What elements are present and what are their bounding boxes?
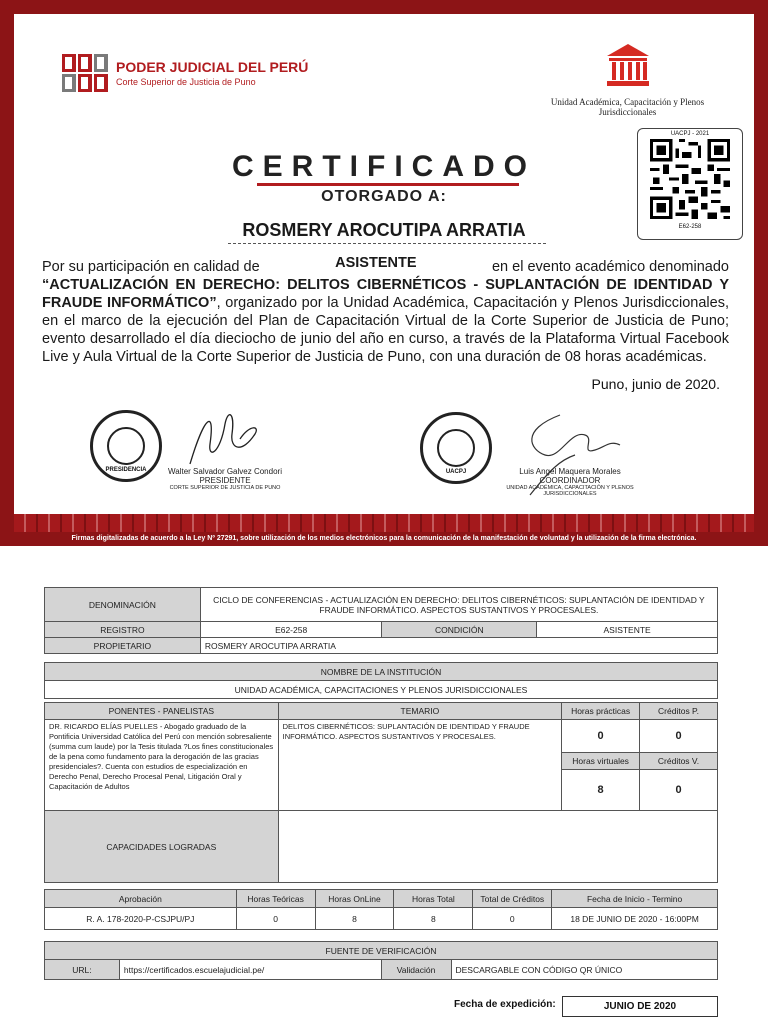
horas-teoricas-value: 0 xyxy=(236,908,315,930)
fuente-label: FUENTE DE VERIFICACIÓN xyxy=(45,942,718,960)
horas-virtuales-value: 8 xyxy=(562,770,640,811)
signer-1-name: Walter Salvador Galvez Condori xyxy=(168,467,282,476)
recipient-name: ROSMERY AROCUTIPA ARRATIA xyxy=(242,220,526,240)
horas-online-label: Horas OnLine xyxy=(315,890,394,908)
program-table xyxy=(44,702,718,883)
expedicion-value: JUNIO DE 2020 xyxy=(562,996,718,1017)
ponentes-label: PONENTES - PANELISTAS xyxy=(45,703,279,720)
coat-of-arms-icon xyxy=(437,429,475,467)
signer-2 xyxy=(500,467,640,497)
horas-total-value: 8 xyxy=(394,908,473,930)
horas-total-label: Horas Total xyxy=(394,890,473,908)
seal-label: UACPJ xyxy=(445,469,467,475)
creditos-v-value: 0 xyxy=(640,770,718,811)
validacion-value: DESCARGABLE CON CÓDIGO QR ÚNICO xyxy=(451,960,718,980)
signer-2-name: Luis Angel Maquera Morales xyxy=(519,467,621,476)
signer-2-role: COORDINADOR xyxy=(539,476,601,485)
horas-online-value: 8 xyxy=(315,908,394,930)
validacion-label: Validación xyxy=(381,960,451,980)
denominacion-value: CICLO DE CONFERENCIAS - ACTUALIZACIÓN EN DERECHO: DELITOS CIBERNÉTICOS: SUPLANTACIÓN DE IDENTIDAD Y FRAUDE INFORMÁTICO. ASPECTOS SUSTANTIVOS Y PROCESALES. xyxy=(200,588,717,622)
denominacion-label: DENOMINACIÓN xyxy=(45,588,201,622)
signer-1-role: PRESIDENTE xyxy=(199,476,251,485)
uacpj-seal xyxy=(420,412,492,484)
horas-practicas-label: Horas prácticas xyxy=(562,703,640,720)
signer-2-org: UNIDAD ACADÉMICA, CAPACITACIÓN Y PLENOS JURISDICCIONALES xyxy=(506,485,634,497)
creditos-v-label: Créditos V. xyxy=(640,753,718,770)
digital-signature-note: Firmas digitalizadas de acuerdo a la Ley Nº 27291, sobre utilización de los medios electrónicos para la comunicación de la manifestación de voluntad y la utilización de la firma electrónica. xyxy=(71,535,697,542)
aprobacion-value: R. A. 178-2020-P-CSJPU/PJ xyxy=(45,908,237,930)
temple-icon xyxy=(605,42,651,88)
ponente-description: DR. RICARDO ELÍAS PUELLES - Abogado graduado de la Pontificia Universidad Católica del Perú con mención sobresaliente (summa cum laude) por la Tesis titulada ?Los fines constitucionales de la pena como fundamento para la derogación de las gracias presidenciales?. Cuenta con estudios de especialización en Derecho Penal, Derecho Procesal Penal, Litigación Oral y Capacitación de Adultos xyxy=(45,720,279,811)
institucion-value: UNIDAD ACADÉMICA, CAPACITACIONES Y PLENOS JURISDICCIONALES xyxy=(45,681,718,699)
qr-code-label: E62-258 xyxy=(678,224,702,230)
propietario-label: PROPIETARIO xyxy=(45,638,201,654)
url-label: URL: xyxy=(45,960,120,980)
verification-table xyxy=(44,941,718,980)
unit-logo xyxy=(540,42,715,117)
seal-label: PRESIDENCIA xyxy=(105,467,147,473)
intro-left: Por su participación en calidad de xyxy=(42,259,260,275)
fecha-label: Fecha de Inicio - Termino xyxy=(552,890,718,908)
registro-label: REGISTRO xyxy=(45,622,201,638)
body-rest: , organizado por la Unidad Académica, Capacitación y Plenos Jurisdiccionales, en el marco de la ejecución del Plan de Capacitación Virtual de la Corte Superior de Justicia de Puno; evento desarrollado el día dieciocho de junio del año en curso, a través de la Plataforma Virtual Facebook Live y Aula Virtual de la Corte Superior de Justicia de Puno, con una duración de 08 horas académicas. xyxy=(42,295,729,365)
capacidades-value xyxy=(278,811,717,883)
decorative-border-pattern xyxy=(14,514,754,532)
qr-top-label: UACPJ - 2021 xyxy=(670,131,710,137)
institucion-label: NOMBRE DE LA INSTITUCIÓN xyxy=(45,663,718,681)
temario-value: DELITOS CIBERNÉTICOS: SUPLANTACIÓN DE IDENTIDAD Y FRAUDE INFORMÁTICO. ASPECTOS SUSTANTIVOS Y PROCESALES. xyxy=(278,720,562,811)
capacidades-label: CAPACIDADES LOGRADAS xyxy=(45,811,279,883)
temario-label: TEMARIO xyxy=(278,703,562,720)
horas-virtuales-label: Horas virtuales xyxy=(562,753,640,770)
approval-table xyxy=(44,889,718,930)
coat-of-arms-icon xyxy=(107,427,145,465)
signer-1 xyxy=(150,467,300,491)
horas-practicas-value: 0 xyxy=(562,720,640,753)
condicion-label: CONDICIÓN xyxy=(382,622,537,638)
title-underline xyxy=(257,183,519,186)
unit-name: Unidad Académica, Capacitación y Plenos Jurisdiccionales xyxy=(550,97,705,117)
total-creditos-label: Total de Créditos xyxy=(473,890,552,908)
institution-name: PODER JUDICIAL DEL PERÚ xyxy=(116,59,309,75)
place-date: Puno, junio de 2020. xyxy=(591,376,720,392)
signature-1-icon xyxy=(180,404,270,474)
propietario-value: ROSMERY AROCUTIPA ARRATIA xyxy=(200,638,717,654)
institution-subtitle: Corte Superior de Justicia de Puno xyxy=(116,77,256,87)
creditos-p-value: 0 xyxy=(640,720,718,753)
fecha-value: 18 DE JUNIO DE 2020 - 16:00PM xyxy=(552,908,718,930)
recipient-underline xyxy=(228,243,546,244)
horas-teoricas-label: Horas Teóricas xyxy=(236,890,315,908)
creditos-p-label: Créditos P. xyxy=(640,703,718,720)
condicion-value: ASISTENTE xyxy=(537,622,718,638)
verification-url[interactable]: https://certificados.escuelajudicial.pe/ xyxy=(119,960,381,980)
total-creditos-value: 0 xyxy=(473,908,552,930)
expedicion-label: Fecha de expedición: xyxy=(454,999,556,1010)
registro-value: E62-258 xyxy=(200,622,382,638)
signer-1-org: CORTE SUPERIOR DE JUSTICIA DE PUNO xyxy=(169,485,281,491)
institution-table xyxy=(44,662,718,699)
details-header-table xyxy=(44,587,718,654)
intro-right: en el evento académico denominado xyxy=(491,259,729,275)
aprobacion-label: Aprobación xyxy=(45,890,237,908)
certificate-title: CERTIFICADO xyxy=(232,150,536,183)
pj-logo-icon xyxy=(62,54,108,92)
event-name: “ACTUALIZACIÓN EN DERECHO: DELITOS CIBERNÉTICOS - SUPLANTACIÓN DE IDENTIDAD Y FRAUDE INFORMÁTICO” xyxy=(42,277,729,311)
granted-to-label: OTORGADO A: xyxy=(321,188,447,205)
certificate-body xyxy=(42,255,729,366)
participation-condition: ASISTENTE xyxy=(335,255,417,271)
pj-logo xyxy=(62,54,308,92)
